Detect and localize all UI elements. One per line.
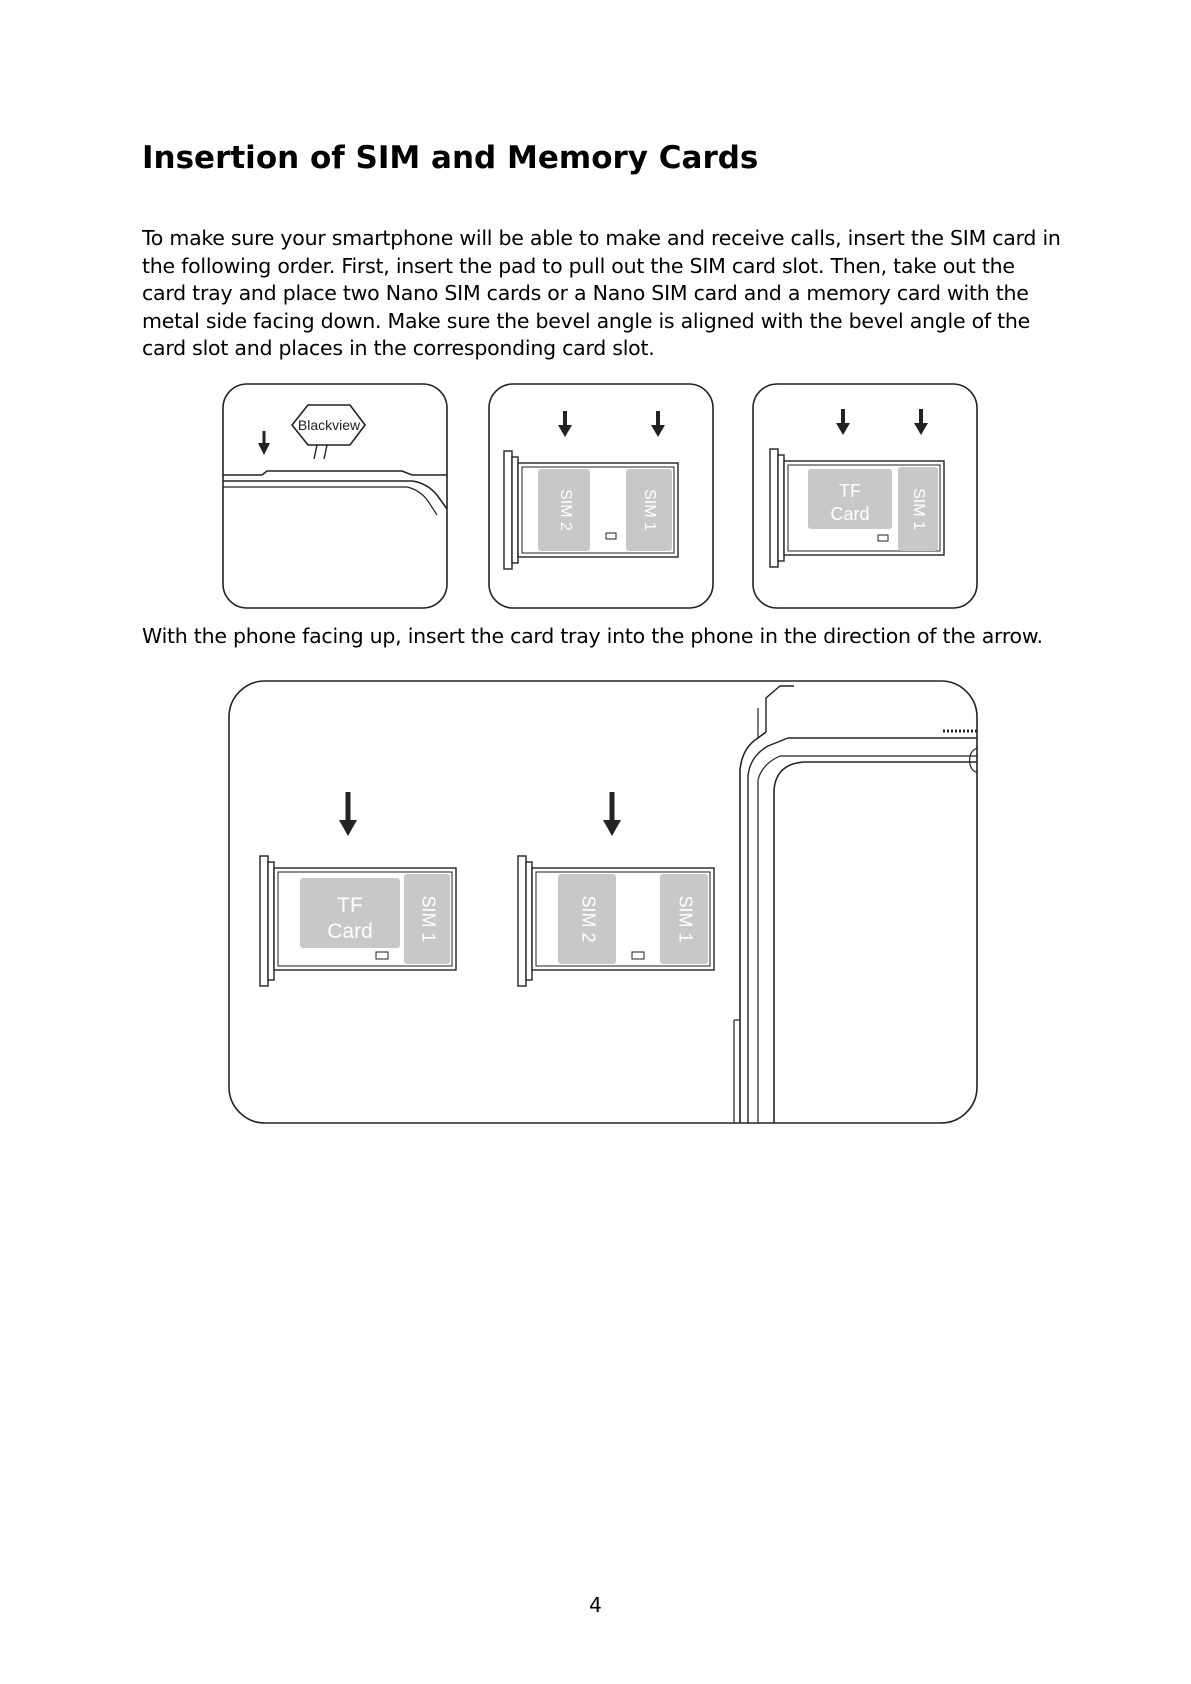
tf-label-line2: Card bbox=[830, 504, 870, 524]
tf-label-line2: Card bbox=[327, 920, 373, 943]
instruction-text: With the phone facing up, insert the card tray into the phone in the direction of the arrow. bbox=[142, 624, 1043, 648]
figure-tray-dual-sim bbox=[488, 383, 714, 609]
sim1-label: SIM 1 bbox=[640, 489, 658, 531]
tf-label-line1: TF bbox=[839, 481, 861, 501]
tf-label-line1: TF bbox=[337, 894, 363, 917]
page-title: Insertion of SIM and Memory Cards bbox=[142, 140, 759, 176]
sim1-label: SIM 1 bbox=[675, 895, 696, 943]
page-number: 4 bbox=[589, 1593, 602, 1617]
sim1-label: SIM 1 bbox=[418, 895, 439, 943]
sim2-label: SIM 2 bbox=[556, 489, 574, 531]
brand-logo-text: Blackview bbox=[297, 417, 361, 433]
intro-paragraph: To make sure your smartphone will be able to make and receive calls, insert the SIM card in the following order. First, insert the pad to pull out the SIM card slot. Then, take out the card tray and place two Nano SIM cards or a Nano SIM card and a memory card with the metal side facing down. Make sure the bevel angle is aligned with the bevel angle of the card slot and places in the corresponding card slot. bbox=[142, 226, 1061, 361]
figure-eject-pin bbox=[222, 383, 448, 609]
figure-tray-tf-sim bbox=[752, 383, 978, 609]
sim1-label: SIM 1 bbox=[909, 488, 927, 530]
figure-insert-trays bbox=[228, 680, 978, 1124]
sim2-label: SIM 2 bbox=[578, 895, 599, 943]
